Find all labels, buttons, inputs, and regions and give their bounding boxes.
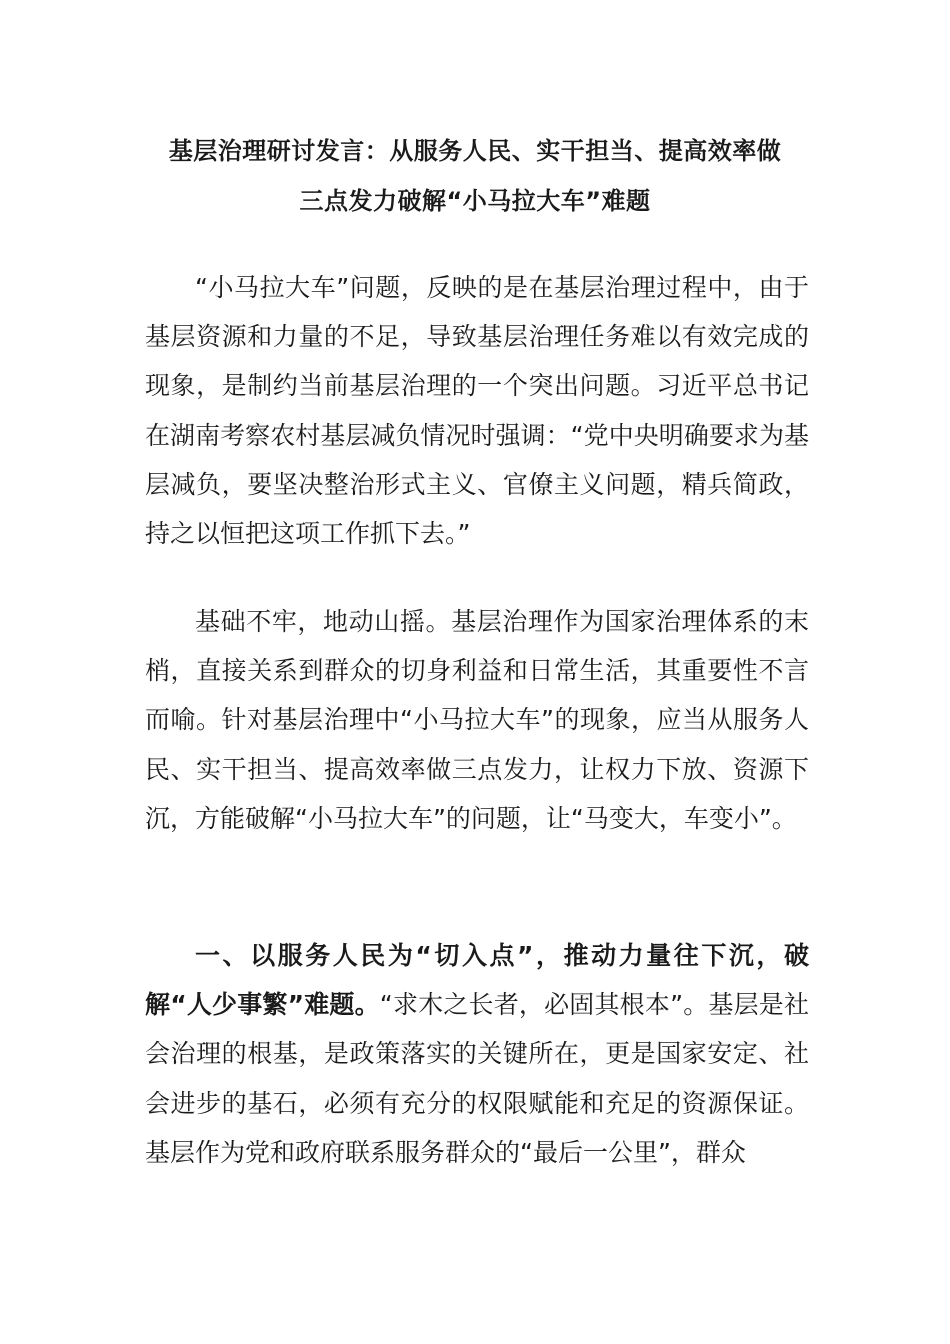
paragraph-text: “小马拉大车”问题，反映的是在基层治理过程中，由于基层资源和力量的不足，导致基层治理任务难以有效完成的现象，是制约当前基层治理的一个突出问题。习近平总书记在湖南考察农村基层减负情况时强调：“党中央明确要求为基层减负，要坚决整治形式主义、官僚主义问题，精兵简政，持之以恒把这项工作抓下去。”: [145, 273, 809, 549]
paragraph-text: “求木之长者，必固其根本”。基层是社会治理的根基，是政策落实的关键所在，更是国家安定、社会进步的基石，必须有充分的权限赋能和充足的资源保证。基层作为党和政府联系服务群众的“最后一公里”，群众: [145, 990, 809, 1167]
paragraph-intro: [145, 263, 809, 558]
document-title: [100, 126, 850, 226]
section-heading: 一、以服务人民为“切入点”，推动力量往下沉，破解“人少事繁”难题。: [145, 941, 809, 1020]
paragraph-background: [145, 597, 809, 843]
paragraph-section-one: [145, 931, 809, 1177]
paragraph-text: 基础不牢，地动山摇。基层治理作为国家治理体系的末梢，直接关系到群众的切身利益和日常生活，其重要性不言而喻。针对基层治理中“小马拉大车”的现象，应当从服务人民、实干担当、提高效率做三点发力，让权力下放、资源下沉，方能破解“小马拉大车”的问题，让“马变大，车变小”。: [145, 607, 809, 833]
title-line-1: 基层治理研讨发言：从服务人民、实干担当、提高效率做: [168, 137, 782, 165]
title-line-2: 三点发力破解“小马拉大车”难题: [299, 187, 651, 215]
